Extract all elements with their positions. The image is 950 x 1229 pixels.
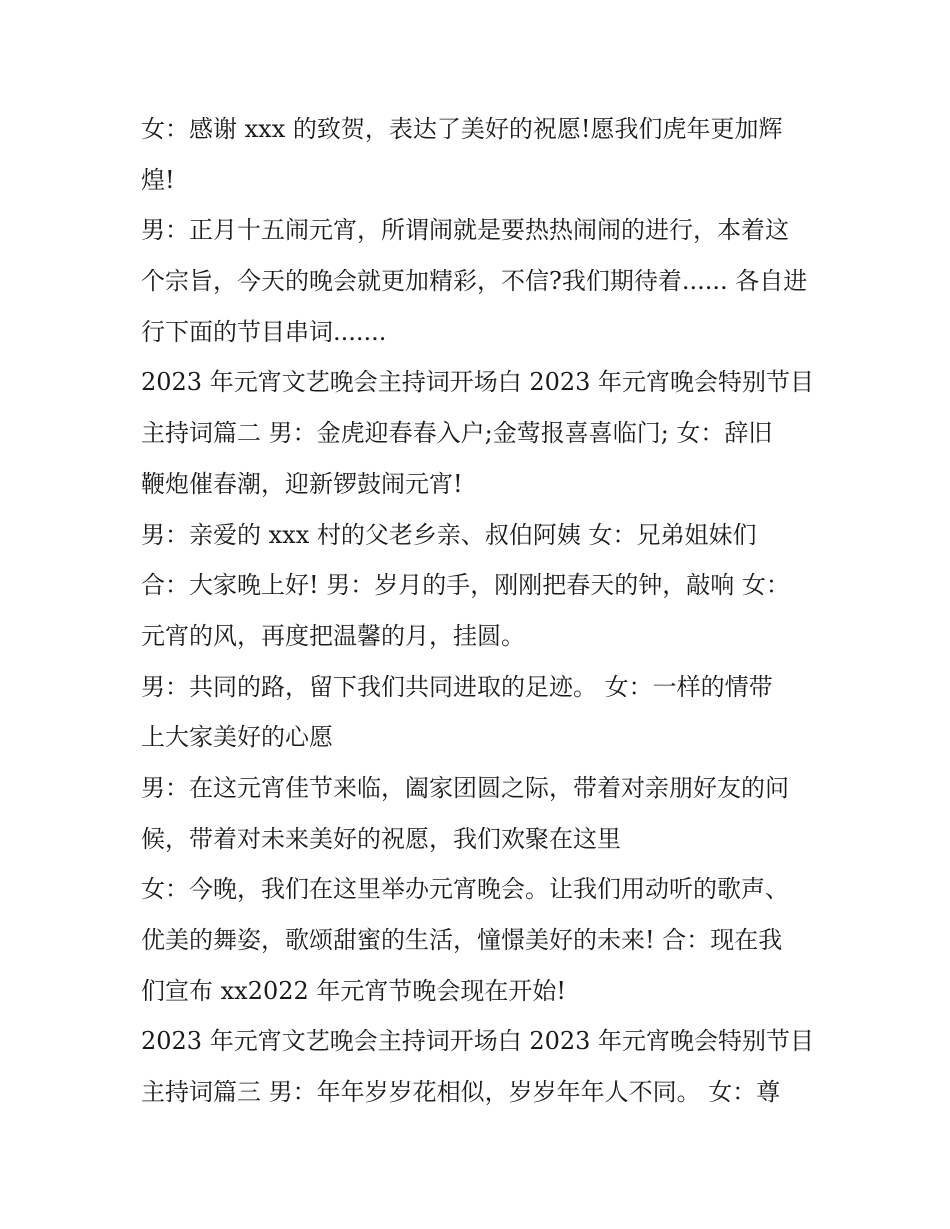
text-line: 男：亲爱的 xxx 村的父老乡亲、叔伯阿姨 女：兄弟姐妹们	[141, 520, 757, 549]
text-line: 行下面的节目串词.......	[141, 317, 387, 346]
text-line: 优美的舞姿，歌颂甜蜜的生活，憧憬美好的未来! 合：现在我	[141, 926, 783, 954]
text-line: 上大家美好的心愿	[141, 723, 333, 752]
text-line: 主持词篇二 男：金虎迎春春入户;金莺报喜喜临门; 女：辞旧	[141, 419, 773, 448]
text-line: 男：共同的路，留下我们共同进取的足迹。 女：一样的情带	[141, 672, 773, 701]
text-line: 主持词篇三 男：年年岁岁花相似，岁岁年年人不同。 女：尊	[141, 1078, 781, 1107]
text-line: 女：今晚，我们在这里举办元宵晚会。让我们用动听的歌声、	[141, 875, 789, 904]
text-line: 男：正月十五闹元宵，所谓闹就是要热热闹闹的进行，本着这	[141, 216, 789, 245]
text-line: 2023 年元宵文艺晚会主持词开场白 2023 年元宵晚会特别节目	[141, 368, 815, 397]
text-line: 煌!	[141, 165, 175, 194]
text-line: 男：在这元宵佳节来临，阖家团圆之际，带着对亲朋好友的问	[141, 773, 789, 802]
text-line: 女：感谢 xxx 的致贺，表达了美好的祝愿!愿我们虎年更加辉	[141, 115, 783, 143]
text-line: 元宵的风，再度把温馨的月，挂圆。	[141, 621, 525, 650]
text-line: 2023 年元宵文艺晚会主持词开场白 2023 年元宵晚会特别节目	[141, 1027, 815, 1056]
text-line: 鞭炮催春潮，迎新锣鼓闹元宵!	[141, 469, 463, 498]
text-line: 个宗旨，今天的晚会就更加精彩，不信?我们期待着...... 各自进	[141, 267, 808, 296]
text-line: 候，带着对未来美好的祝愿，我们欢聚在这里	[141, 824, 621, 853]
text-line: 们宣布 xx2022 年元宵节晚会现在开始!	[141, 976, 567, 1005]
text-line: 合：大家晚上好! 男：岁月的手，刚刚把春天的钟，敲响 女：	[141, 571, 790, 600]
script-text-body	[141, 104, 821, 1118]
